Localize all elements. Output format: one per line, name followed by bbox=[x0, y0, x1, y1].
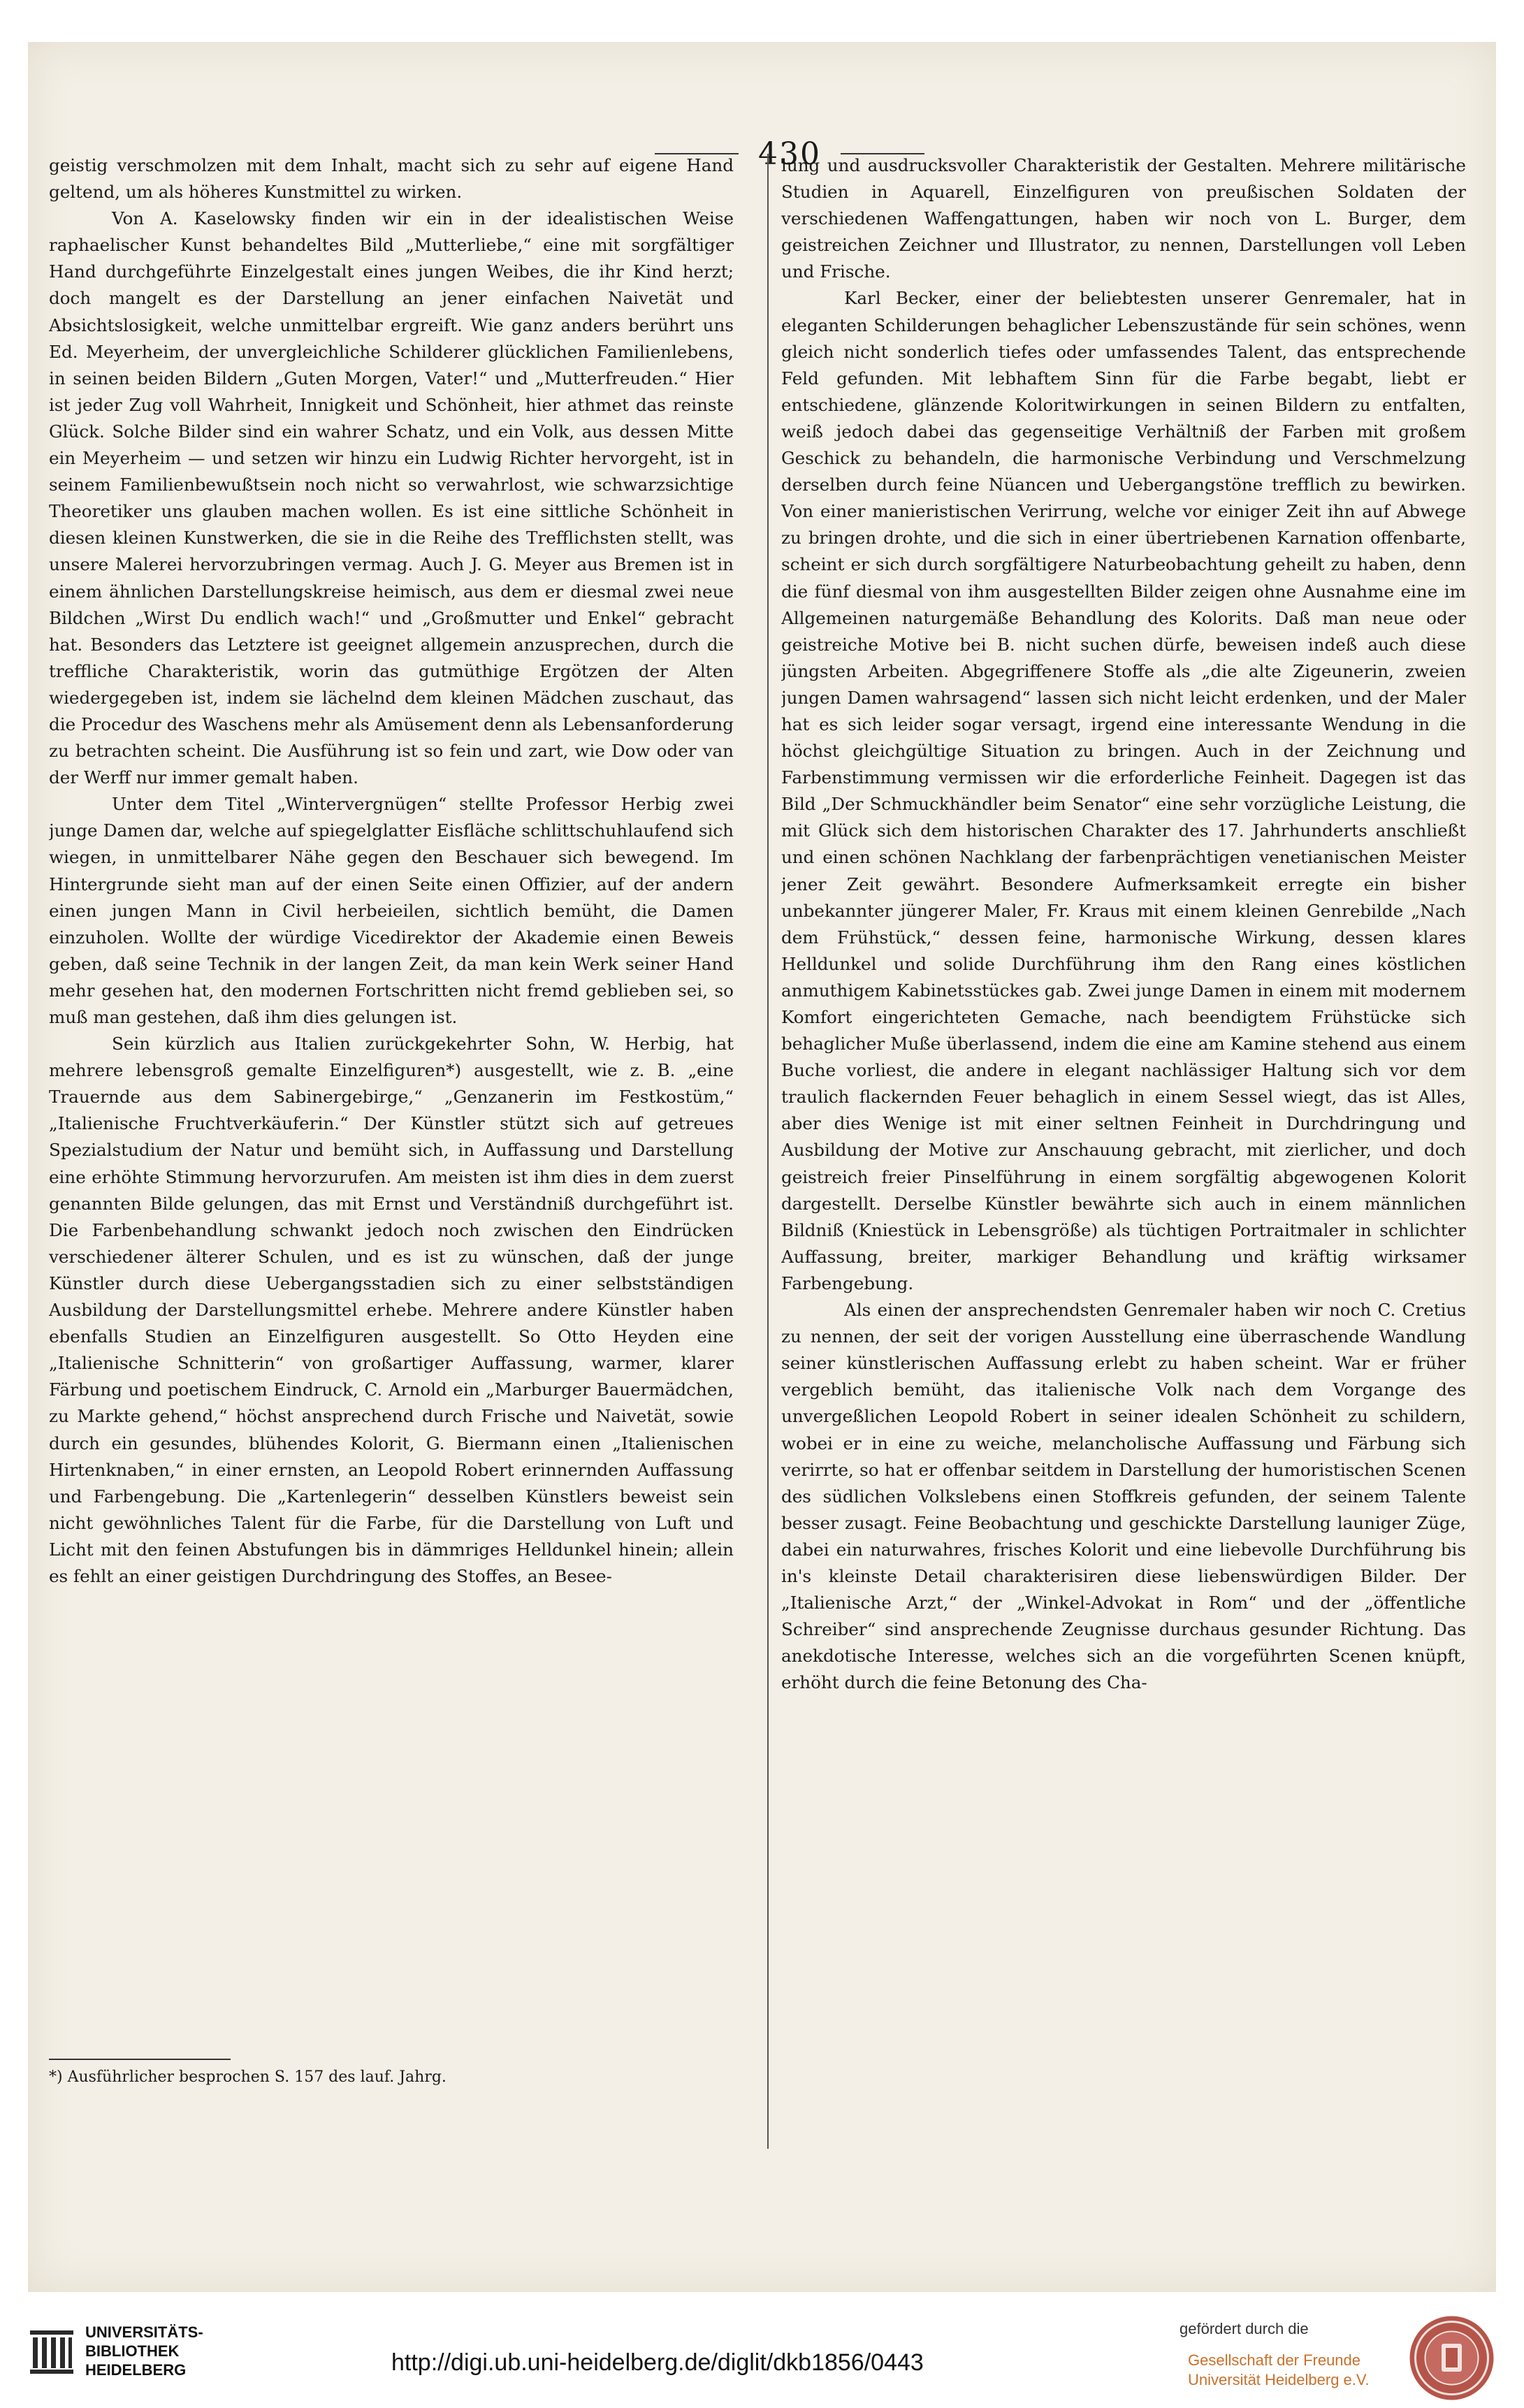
permalink-url[interactable]: http://digi.ub.uni-heidelberg.de/diglit/dkb1856/0443 bbox=[391, 2349, 924, 2376]
paragraph: Als einen der ansprechendsten Genremaler haben wir noch C. Cretius zu nennen, der seit der vorigen Ausstellung eine überraschende Wandlung seiner künstlerischen Auffassung erlebt zu haben scheint. War er früher vergeblich bemüht, das italienische Volk nach dem Vorgange des unvergeßlichen Leopold Robert in seiner idealen Schönheit zu schildern, wobei er in eine zu weiche, melancholische Auffassung und Färbung sich verirrte, so hat er offenbar seitdem in Darstellung der humoristischen Scenen des südlichen Volkslebens einen Stoffkreis gefunden, der seinem Talente besser zusagt. Feine Beobachtung und geschickte Darstellung launiger Züge, dabei ein naturwahres, frisches Kolorit und eine liebevolle Durchführung bis in's kleinste Detail charakterisiren diese liebenswürdigen Bilder. Der „Italienische Arzt,“ der „Winkel-Advokat in Rom“ und der „öffentliche Schreiber“ sind ansprechende Zeugnisse durchaus gesunder Richtung. Das anekdotische Interesse, welches sich an die vorgeführten Scenen knüpft, erhöht durch die feine Betonung des Cha- bbox=[781, 1300, 1466, 1693]
sponsor-name[interactable] bbox=[1188, 2351, 1377, 2390]
page-number: 430 bbox=[758, 136, 821, 172]
paragraph: Karl Becker, einer der beliebtesten unserer Genremaler, hat in eleganten Schilderungen behaglicher Lebenszustände für sein schönes, wenn gleich nicht sonderlich tiefes oder umfassendes Talent, das entsprechende Feld gefunden. Mit lebhaftem Sinn für die Farbe begabt, liebt er entschiedene, glänzende Koloritwirkungen in seinen Bildern zu entfalten, weiß jedoch dabei das gegenseitige Verhältniß der Farben mit großem Geschick zu behandeln, die harmonische Verbindung und Verschmelzung derselben durch feine Nüancen und Uebergangstöne trefflich zu bewirken. Von einer manieristischen Verirrung, welche vor einiger Zeit ihn auf Abwege zu bringen drohte, und die sich in einer übertriebenen Karnation offenbarte, scheint er sich durch sorgfältigere Naturbeobachtung geheilt zu haben, denn die fünf diesmal von ihm ausgestellten Bilder zeigen ohne Ausnahme eine im Allgemeinen naturgemäße Behandlung des Kolorits. Daß man neue oder geistreiche Motive bei B. nicht suchen dürfe, beweisen indeß auch diese jüngsten Arbeiten. Abgegriffenere Stoffe als „die alte Zigeunerin, zweien jungen Damen wahrsagend“ lassen sich nicht leicht erdenken, und der Maler hat es sich leider sogar versagt, irgend eine interessante Wendung in die höchst gleichgültige Situation zu bringen. Auch in der Zeichnung und Farbenstimmung vermissen wir die erforderliche Feinheit. Dagegen ist das Bild „Der Schmuckhändler beim Senator“ eine sehr vorzügliche Leistung, die mit Glück sich dem historischen Charakter des 17. Jahrhunderts anschließt und einen schönen Nachklang der farbenprächtigen venetianischen Meister jener Zeit gewährt. Besondere Aufmerksamkeit erregte ein bisher unbekannter jüngerer Maler, Fr. Kraus mit einem kleinen Genrebilde „Nach dem Frühstück,“ dessen feine, harmonische Wirkung, dessen klares Helldunkel und solide Durchführung ihm den Rang eines köstlichen anmuthigem Kabinetsstückes gab. Zwei junge Damen in einem mit modernem Komfort eingerichteten Gemache, nach beendigtem Frühstücke sich behaglicher Muße überlassend, indem die eine am Kamine stehend aus einem Buche vorliest, die andere in elegant nachlässiger Haltung sich vor dem traulich flackernden Feuer behaglich in einem Sessel wiegt, das ist Alles, aber dies Wenige ist mit einer seltnen Feinheit in Durchdringung und Ausbildung der Motive zur Anschauung gebracht, mit zierlicher, und doch geistreich freier Pinselführung in einem sorgfältig abgewogenen Kolorit dargestellt. Derselbe Künstler bewährte sich auch in einem männlichen Bildniß (Kniestück in Lebensgröße) als tüchtigen Portraitmaler in schlichter Auffassung, breiter, markiger Behandlung und kräftig wirksamer Farbengebung. bbox=[781, 288, 1466, 1293]
text-column-left bbox=[49, 152, 734, 2137]
sponsor-label: gefördert durch die bbox=[1180, 2320, 1309, 2337]
sponsor-name-line: Gesellschaft der Freunde bbox=[1188, 2351, 1361, 2369]
column-divider bbox=[767, 154, 769, 2149]
sponsor-name-line: Universität Heidelberg e.V. bbox=[1188, 2371, 1370, 2388]
library-name-line: BIBLIOTHEK bbox=[85, 2342, 180, 2360]
university-seal-icon[interactable] bbox=[1408, 2314, 1495, 2402]
paragraph: lung und ausdrucksvoller Charakteristik der Gestalten. Mehrere militärische Studien in Aquarell, Einzelfiguren von preußischen Soldaten der verschiedenen Waffengattungen, haben wir noch von L. Burger, dem geistreichen Zeichner und Illustrator, zu nennen, Darstellungen voll Leben und Frische. bbox=[781, 155, 1466, 282]
footnote-rule bbox=[49, 2059, 231, 2060]
paragraph: geistig verschmolzen mit dem Inhalt, macht sich zu sehr auf eigene Hand geltend, um als höheres Kunstmittel zu wirken. bbox=[49, 155, 734, 203]
library-name-line: UNIVERSITÄTS- bbox=[85, 2323, 203, 2341]
paragraph: Von A. Kaselowsky finden wir ein in der idealistischen Weise raphaelischer Kunst behandeltes Bild „Mutterliebe,“ eine mit sorgfältiger Hand durchgeführte Einzelgestalt eines jungen Weibes, die ihr Kind herzt; doch mangelt es der Darstellung an jener einfachen Naivetät und Absichtslosigkeit, welche unmittelbar ergreift. Wie ganz anders berührt uns Ed. Meyerheim, der unvergleichliche Schilderer glücklichen Familienlebens, in seinen beiden Bildern „Guten Morgen, Vater!“ und „Mutterfreuden.“ Hier ist jeder Zug voll Wahrheit, Innigkeit und Schönheit, hier athmet das reinste Glück. Solche Bilder sind ein wahrer Schatz, und ein Volk, aus dessen Mitte ein Meyerheim — und setzen wir hinzu ein Ludwig Richter hervorgeht, ist in seinem Familienbewußtsein noch nicht so verwahrlost, wie schwarzsichtige Theoretiker uns glauben machen wollen. Es ist eine sittliche Schönheit in diesen kleinen Kunstwerken, die sie in die Reihe des Trefflichsten stellt, was unsere Malerei hervorzubringen vermag. Auch J. G. Meyer aus Bremen ist in einem ähnlichen Darstellungskreise heimisch, aus dem er diesmal zwei neue Bildchen „Wirst Du endlich wach!“ und „Großmutter und Enkel“ gebracht hat. Besonders das Letztere ist geeignet allgemein anzusprechen, durch die treffliche Charakteristik, worin das gutmüthige Ergötzen der Alten wiedergegeben ist, indem sie lächelnd dem kleinen Mädchen zuschaut, das die Procedur des Waschens mehr als Amüsement denn als Lebensanforderung zu betrachten scheint. Die Ausführung ist so fein und zart, wie Dow oder van der Werff nur immer gemalt haben. bbox=[49, 208, 734, 788]
library-name[interactable] bbox=[85, 2323, 267, 2379]
paragraph: Sein kürzlich aus Italien zurückgekehrter Sohn, W. Herbig, hat mehrere lebensgroß gemalte Einzelfiguren*) ausgestellt, wie z. B. „eine Trauernde aus dem Sabinergebirge,“ „Genzanerin im Festkostüm,“ „Italienische Fruchtverkäuferin.“ Der Künstler stützt sich auf getreues Spezialstudium der Natur und bemüht sich, in Auffassung und Darstellung eine erhöhte Stimmung hervorzurufen. Am meisten ist ihm dies in dem zuerst genannten Bilde gelungen, das mit Ernst und Verständniß durchgeführt ist. Die Farbenbehandlung schwankt jedoch noch zwischen den Eindrücken verschiedener älterer Schulen, und es ist zu wünschen, daß der junge Künstler durch diese Uebergangsstadien sich zu einer selbstständigen Ausbildung der Darstellungsmittel erhebe. Mehrere andere Künstler haben ebenfalls Studien an Einzelfiguren ausgestellt. So Otto Heyden eine „Italienische Schnitterin“ von großartiger Auffassung, warmer, klarer Färbung und poetischem Eindruck, C. Arnold ein „Marburger Bauermädchen, zu Markte gehend,“ höchst ansprechend durch Frische und Naivetät, sowie durch ein gesundes, blühendes Kolorit, G. Biermann einen „Italienischen Hirtenknaben,“ in einer ernsten, an Leopold Robert erinnernden Auffassung und Farbengebung. Die „Kartenlegerin“ desselben Künstlers beweist sein nicht gewöhnliches Talent für die Farbe, für die Darstellung von Luft und Licht mit den feinen Abstufungen bis in dämmriges Helldunkel hinein; allein es fehlt an einer geistigen Durchdringung des Stoffes, an Besee- bbox=[49, 1033, 734, 1586]
paragraph: Unter dem Titel „Wintervergnügen“ stellte Professor Herbig zwei junge Damen dar, welche auf spiegelglatter Eisfläche schlittschuhlaufend sich wiegen, in unmittelbarer Nähe gegen den Beschauer sich bewegend. Im Hintergrunde sieht man auf der einen Seite einen Offizier, auf der andern einen jungen Mann in Civil herbeieilen, sichtlich bemüht, die Damen einzuholen. Wollte der würdige Vicedirektor der Akademie einen Beweis geben, daß seine Technik in der langen Zeit, da man kein Werk seiner Hand mehr gesehen hat, den modernen Fortschritten nicht fremd geblieben sei, so muß man gestehen, daß ihm dies gelungen ist. bbox=[49, 794, 734, 1027]
text-column-right bbox=[781, 152, 1466, 2137]
footnote: *) Ausführlicher besprochen S. 157 des lauf. Jahrg. bbox=[49, 2068, 447, 2086]
viewer-footer bbox=[0, 2292, 1524, 2408]
library-logo-icon[interactable] bbox=[24, 2323, 79, 2378]
library-name-line: HEIDELBERG bbox=[85, 2361, 187, 2379]
